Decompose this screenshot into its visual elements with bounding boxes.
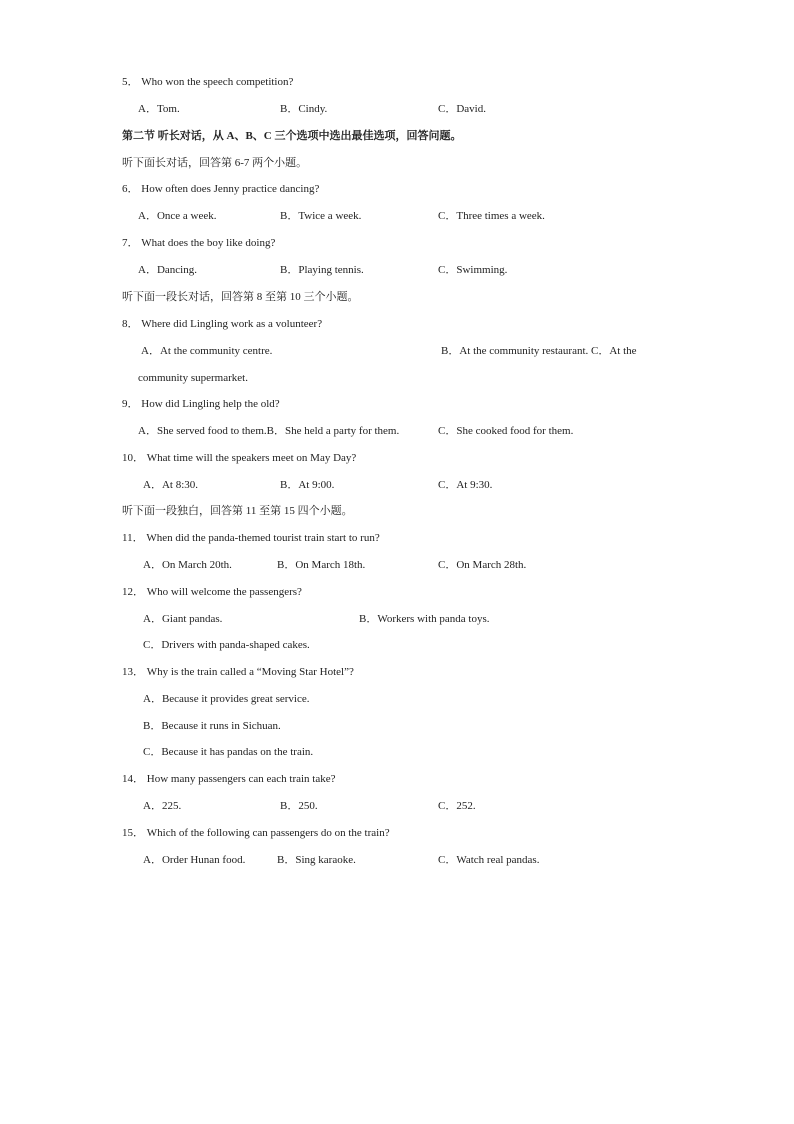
q14-option-a: A．225. <box>143 800 182 812</box>
question-15: 15． Which of the following can passengers do on the train? <box>122 827 390 839</box>
q6-option-b: B．Twice a week. <box>280 210 362 222</box>
question-7: 7． What does the boy like doing? <box>122 237 276 249</box>
q7-option-c: C．Swimming. <box>438 264 508 276</box>
q6-option-c: C．Three times a week. <box>438 210 545 222</box>
q10-option-b: B．At 9:00. <box>280 479 335 491</box>
q8-option-b: B．At the community restaurant. C．At the <box>441 345 637 357</box>
section-title: 第二节 听长对话，从 A、B、C 三个选项中选出最佳选项，回答问题。 <box>122 130 462 142</box>
q11-option-b: B．On March 18th. <box>277 559 366 571</box>
question-10: 10． What time will the speakers meet on May Day? <box>122 452 357 464</box>
q10-option-a: A．At 8:30. <box>143 479 199 491</box>
q9-option-a-b: A．She served food to them.B．She held a party for them. <box>138 425 400 437</box>
question-9: 9． How did Lingling help the old? <box>122 398 280 410</box>
q6-option-a: A．Once a week. <box>138 210 217 222</box>
q13-option-b: B．Because it runs in Sichuan. <box>143 720 281 732</box>
question-number: 5 <box>122 76 128 88</box>
q11-option-a: A．On March 20th. <box>143 559 232 571</box>
q13-option-a: A．Because it provides great service. <box>143 693 310 705</box>
q9-option-c: C．She cooked food for them. <box>438 425 574 437</box>
q7-option-b: B．Playing tennis. <box>280 264 364 276</box>
q8-option-c-continued: community supermarket. <box>138 372 248 384</box>
q15-option-b: B．Sing karaoke. <box>277 854 356 866</box>
q7-option-a: A．Dancing. <box>138 264 197 276</box>
q12-option-a: A．Giant pandas. <box>143 613 223 625</box>
instruction-11-15: 听下面一段独白，回答第 11 至第 15 四个小题。 <box>122 505 353 517</box>
q13-option-c: C．Because it has pandas on the train. <box>143 746 314 758</box>
q12-option-b: B．Workers with panda toys. <box>359 613 490 625</box>
q8-option-a: A．At the community centre. <box>141 345 273 357</box>
q10-option-c: C．At 9:30. <box>438 479 493 491</box>
question-text: Who won the speech competition? <box>141 76 294 88</box>
q15-option-a: A．Order Hunan food. <box>143 854 246 866</box>
q12-option-c: C．Drivers with panda-shaped cakes. <box>143 639 310 651</box>
question-11: 11． When did the panda-themed tourist train start to run? <box>122 532 380 544</box>
question-6: 6． How often does Jenny practice dancing? <box>122 183 320 195</box>
instruction-6-7: 听下面长对话，回答第 6-7 两个小题。 <box>122 157 308 169</box>
q5-option-c: C．David. <box>438 103 486 115</box>
question-8: 8． Where did Lingling work as a volunteer? <box>122 318 323 330</box>
question-5: 5． Who won the speech competition? <box>122 76 294 88</box>
q14-option-b: B．250. <box>280 800 318 812</box>
question-14: 14． How many passengers can each train take? <box>122 773 336 785</box>
question-13: 13． Why is the train called a “Moving Star Hotel”? <box>122 666 354 678</box>
q14-option-c: C．252. <box>438 800 476 812</box>
q11-option-c: C．On March 28th. <box>438 559 527 571</box>
q5-option-b: B．Cindy. <box>280 103 328 115</box>
instruction-8-10: 听下面一段长对话，回答第 8 至第 10 三个小题。 <box>122 291 359 303</box>
q15-option-c: C．Watch real pandas. <box>438 854 540 866</box>
q5-option-a: A．Tom. <box>138 103 180 115</box>
question-12: 12． Who will welcome the passengers? <box>122 586 302 598</box>
